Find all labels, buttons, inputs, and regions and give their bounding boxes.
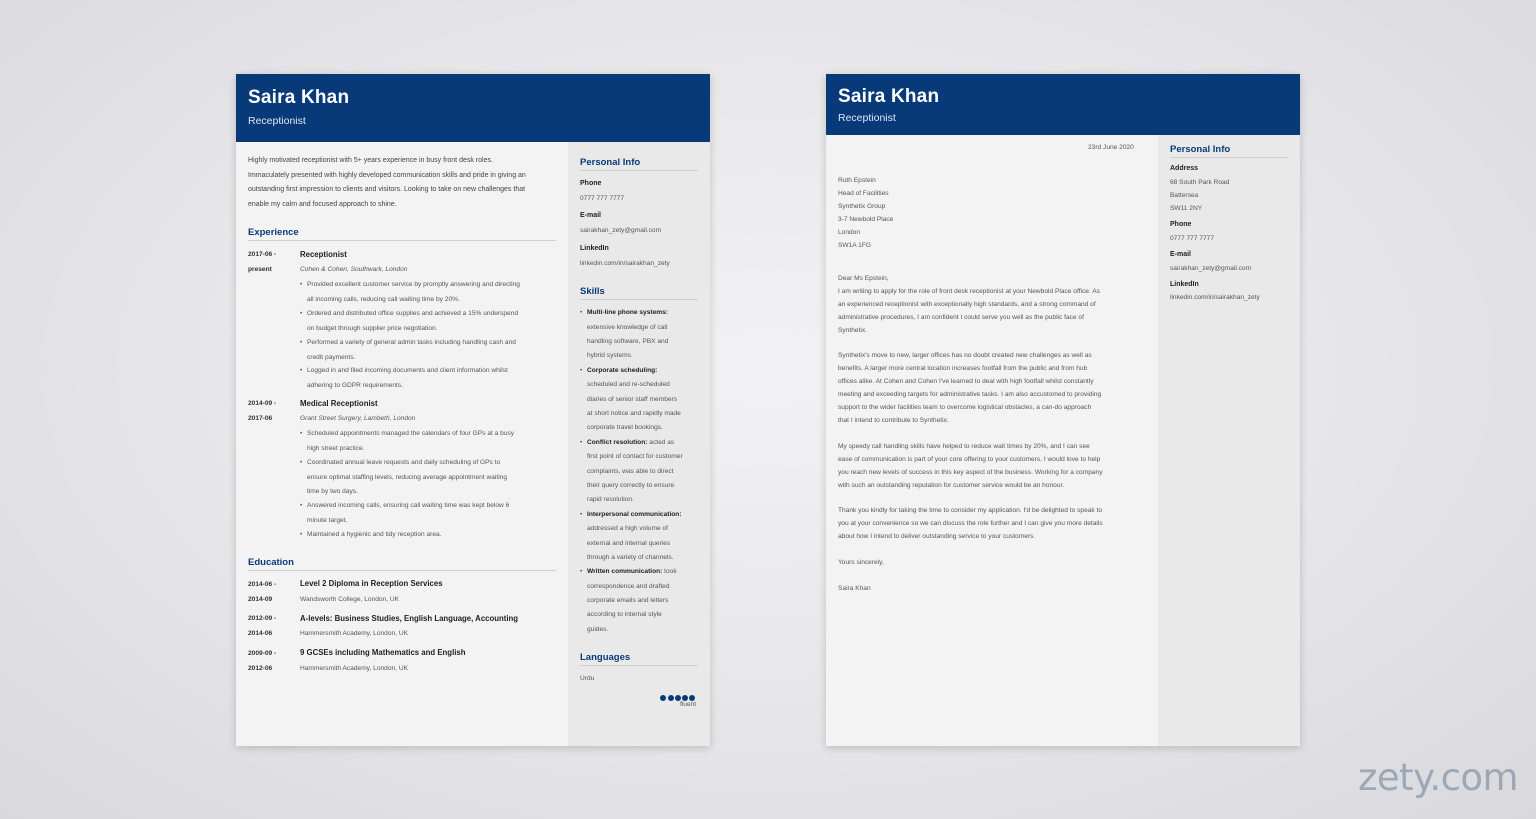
letter-line: Dear Ms Epstein, <box>838 275 889 282</box>
edu-school: Wandsworth College, London, UK <box>300 596 400 603</box>
recipient-line: London <box>838 228 861 236</box>
linkedin-label: LinkedIn <box>580 245 609 252</box>
job-company: Grant Street Surgery, Lambeth, London <box>300 415 416 422</box>
skill-line: at short notice and rapidly made <box>587 410 681 417</box>
experience-heading: Experience <box>248 227 556 241</box>
resume-name: Saira Khan <box>248 87 350 108</box>
skill-line: through a variety of channels. <box>587 554 674 561</box>
rating-dot <box>668 695 674 701</box>
edu-date-start: 2014-06 - <box>248 581 277 588</box>
letter-date: 23rd June 2020 <box>1088 144 1134 151</box>
skill-line: rapid resolution. <box>587 496 634 503</box>
phone-label: Phone <box>1170 221 1192 228</box>
skill-item: • Corporate scheduling: <box>580 367 658 374</box>
personal-info-heading: Personal Info <box>1170 144 1288 158</box>
job-bullet: • Maintained a hygienic and tidy reception area. <box>300 531 442 538</box>
letter-line: about how I intend to deliver outstanding service to your customers. <box>838 533 1036 540</box>
linkedin-value: linkedin.com/in/sairakhan_zety <box>1170 294 1260 301</box>
letter-line: that I intend to contribute to Synthetix. <box>838 417 949 424</box>
resume-job-title: Receptionist <box>248 115 306 127</box>
letter-line: benefits. A larger more central location increases footfall from the public and from hub <box>838 365 1088 372</box>
letter-line: you at your convenience so we can discuss the role further and I can give you more details <box>838 520 1103 527</box>
letter-line: I am writing to apply for the role of front desk receptionist at your Newbold Place office. As <box>838 288 1100 295</box>
letter-line: an experienced receptionist with exceptionally high standards, and a strong command of <box>838 301 1096 308</box>
email-value: sairakhan_zety@gmail.com <box>1170 265 1252 272</box>
skill-line: first point of contact for customer <box>587 453 683 460</box>
letter-line: My speedy call handling skills have helped to reduce wait times by 20%, and I can see <box>838 443 1090 450</box>
skill-line: according to internal style <box>587 611 662 618</box>
edu-title: A-levels: Business Studies, English Language, Accounting <box>300 614 519 623</box>
phone-value: 0777 777 7777 <box>580 195 625 202</box>
email-label: E-mail <box>580 212 602 219</box>
letter-line: ease of communication is part of your core offering to your customers. I would love to help <box>838 456 1101 463</box>
resume-header <box>236 74 710 142</box>
job-date-end: present <box>248 265 272 273</box>
job-date-start: 2014-09 - <box>248 400 277 407</box>
edu-date-end: 2014-09 <box>248 595 273 603</box>
job-bullet: • Ordered and distributed office supplies and achieved a 15% underspend <box>300 310 519 317</box>
address-line: Battersea <box>1170 192 1199 199</box>
skill-line: scheduled and re-scheduled <box>587 381 670 388</box>
letter-signature: Saira Khan <box>838 585 871 592</box>
job-date-start: 2017-06 - <box>248 251 277 258</box>
skill-line: their query correctly to ensure <box>587 482 675 489</box>
edu-title: 9 GCSEs including Mathematics and English <box>300 648 466 657</box>
edu-date-start: 2012-09 - <box>248 615 277 622</box>
job-bullet: • Performed a variety of general admin tasks including handling cash and <box>300 339 516 346</box>
skill-line: addressed a high volume of <box>587 525 669 532</box>
skill-line: extensive knowledge of call <box>587 323 668 331</box>
letter-line: support to the wider facilities team to overcome logistical obstacles, a can-do approach <box>838 404 1092 411</box>
summary-line: outstanding first impression to clients and visitors. Looking to take on new challenges that <box>248 186 526 193</box>
job-bullet: • Scheduled appointments managed the calendars of four GPs at a busy <box>300 430 515 437</box>
recipient-line: SW1A 1FG <box>838 241 871 249</box>
language-level: fluent <box>680 701 697 708</box>
edu-school: Hammersmith Academy, London, UK <box>300 665 408 672</box>
job-company: Cohen & Cohen, Southwark, London <box>300 266 408 273</box>
letter-line: Synthetix. <box>838 327 867 334</box>
skill-line: hybrid systems. <box>587 352 633 359</box>
letter-closing: Yours sincerely, <box>838 559 884 566</box>
letter-line: Thank you kindly for taking the time to consider my application. I'd be delighted to speak to <box>838 507 1103 514</box>
skill-item: • Conflict resolution: acted as <box>580 439 675 446</box>
recipient-line: Ruth Epstein <box>838 177 876 184</box>
letter-line: meeting and exceeding targets for administrative tasks. I am also accustomed to providing <box>838 391 1102 398</box>
skill-item: • Interpersonal communication: <box>580 511 682 518</box>
letter-line: Synthetix's move to new, larger offices has no doubt created new challenges as well as <box>838 352 1092 359</box>
edu-date-end: 2012-06 <box>248 664 273 672</box>
linkedin-value: linkedin.com/in/sairakhan_zety <box>580 260 670 267</box>
edu-school: Hammersmith Academy, London, UK <box>300 630 408 637</box>
phone-value: 0777 777 7777 <box>1170 235 1215 242</box>
skill-line: corporate emails and letters <box>587 597 669 604</box>
language-name: Urdu <box>580 675 595 682</box>
summary-line: Highly motivated receptionist with 5+ years experience in busy front desk roles. <box>248 157 493 164</box>
email-label: E-mail <box>1170 251 1192 258</box>
letter-header <box>826 74 1300 135</box>
job-bullet-cont: all incoming calls, reducing call waiting time by 20%. <box>307 295 460 303</box>
job-bullet: • Logged in and filed incoming documents and client information whilst <box>300 367 508 374</box>
job-bullet: • Answered incoming calls, ensuring call waiting time was kept below 6 <box>300 502 510 509</box>
job-title: Receptionist <box>300 250 347 259</box>
skill-line: corporate travel bookings. <box>587 424 663 431</box>
recipient-line: Head of Facilities <box>838 190 889 197</box>
skill-line: external and internal queries <box>587 539 671 547</box>
summary-line: enable my calm and focused approach to shine. <box>248 200 397 208</box>
languages-heading: Languages <box>580 652 698 666</box>
job-date-end: 2017-06 <box>248 414 273 422</box>
job-bullet-cont: high street practice. <box>307 444 365 452</box>
linkedin-label: LinkedIn <box>1170 281 1199 288</box>
cover-letter-page <box>826 74 1300 746</box>
skills-heading: Skills <box>580 286 698 300</box>
job-title: Medical Receptionist <box>300 399 378 408</box>
skill-line: handling software, PBX and <box>587 338 669 345</box>
skill-line: guides. <box>587 625 609 633</box>
edu-date-start: 2009-09 - <box>248 650 277 657</box>
job-bullet: • Provided excellent customer service by promptly answering and directing <box>300 281 520 288</box>
skill-line: complaints, was able to direct <box>587 467 674 475</box>
education-heading: Education <box>248 557 556 571</box>
skill-line: diaries of senior staff members <box>587 395 678 403</box>
edu-date-end: 2014-06 <box>248 629 273 637</box>
skill-item: • Multi-line phone systems: <box>580 309 668 316</box>
edu-title: Level 2 Diploma in Reception Services <box>300 579 443 588</box>
personal-info-heading: Personal Info <box>580 157 698 171</box>
job-bullet-cont: adhering to GDPR requirements. <box>307 381 404 389</box>
job-bullet-cont: on budget through supplier price negotiation. <box>307 324 438 332</box>
letter-line: you reach new levels of success in this key aspect of the business. Working for a company <box>838 469 1103 476</box>
skill-item: • Written communication: took <box>580 568 677 575</box>
job-bullet-cont: minute target. <box>307 516 348 524</box>
recipient-line: Synthetix Group <box>838 203 886 210</box>
job-bullet-cont: time by two days. <box>307 488 358 495</box>
job-bullet-cont: ensure optimal staffing levels, reducing average appointment waiting <box>307 473 508 481</box>
address-label: Address <box>1170 165 1199 172</box>
address-line: SW11 2NY <box>1170 205 1203 212</box>
letter-line: offices alike. At Cohen and Cohen I've learned to deal with high footfall whilst constantly <box>838 378 1094 385</box>
rating-dot <box>660 695 666 701</box>
letter-job-title: Receptionist <box>838 112 896 124</box>
letter-sidebar <box>1158 74 1300 746</box>
skill-line: correspondence and drafted <box>587 582 670 590</box>
letter-line: with such an outstanding reputation for customer service would be an honour. <box>838 482 1065 489</box>
job-bullet: • Coordinated annual leave requests and daily scheduling of GPs to <box>300 459 501 466</box>
phone-label: Phone <box>580 180 602 187</box>
address-line: 68 South Park Road <box>1170 179 1230 186</box>
zety-logo[interactable]: zety.com <box>1358 756 1519 799</box>
recipient-line: 3-7 Newbold Place <box>838 216 894 223</box>
letter-name: Saira Khan <box>838 86 940 107</box>
summary-line: Immaculately presented with highly developed communication skills and pride in giving an <box>248 171 526 179</box>
letter-line: administrative procedures, I am confident I could serve you well as the public face of <box>838 314 1084 321</box>
email-value: sairakhan_zety@gmail.com <box>580 227 662 234</box>
resume-page <box>236 74 710 746</box>
job-bullet-cont: credit payments. <box>307 353 356 361</box>
